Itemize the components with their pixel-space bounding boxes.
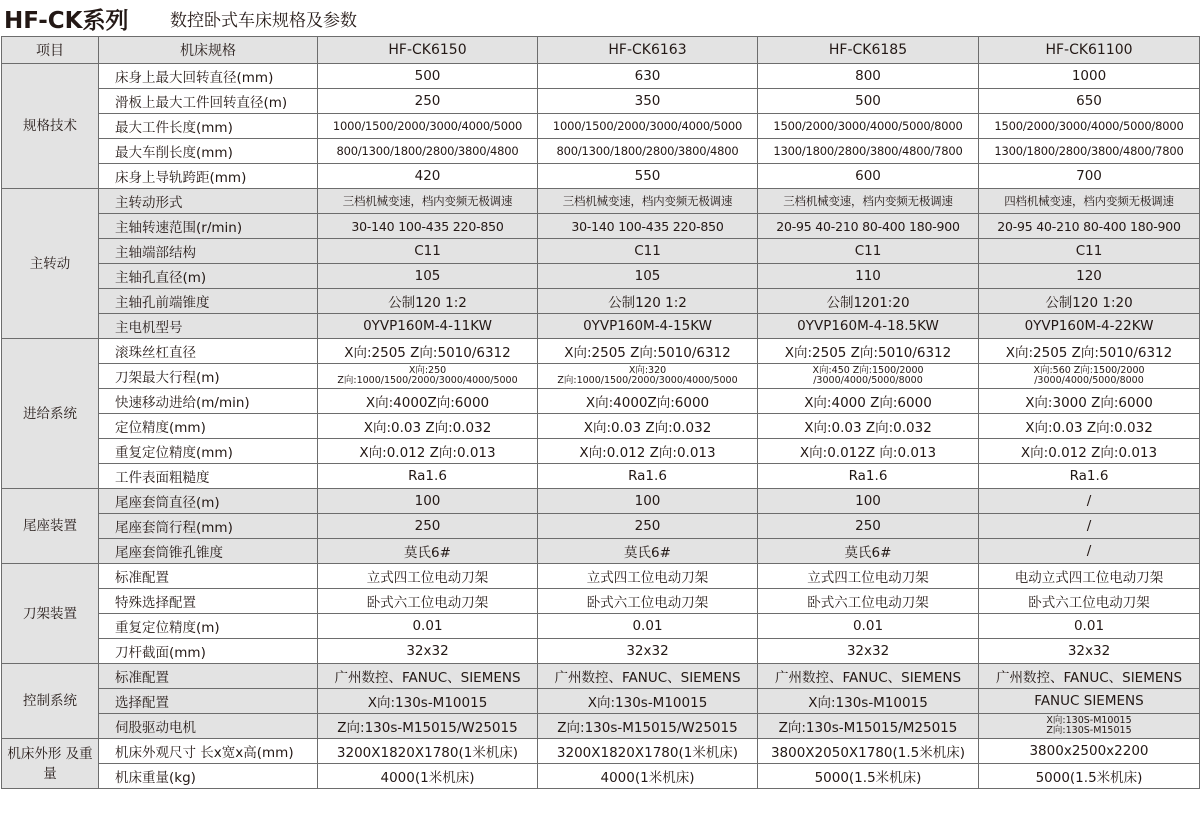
param-label: 主轴孔直径(m) — [99, 264, 318, 289]
param-label: 最大车削长度(mm) — [99, 139, 318, 164]
value-cell: X向:130s-M10015 — [318, 689, 538, 714]
param-label: 主轴孔前端锥度 — [99, 289, 318, 314]
value-cell: 4000(1米机床) — [318, 764, 538, 789]
value-cell: 0YVP160M-4-22KW — [979, 314, 1200, 339]
value-cell: 1500/2000/3000/4000/5000/8000 — [758, 114, 979, 139]
value-cell: C11 — [318, 239, 538, 264]
value-cell: 110 — [758, 264, 979, 289]
param-label: 特殊选择配置 — [99, 589, 318, 614]
value-cell: 立式四工位电动刀架 — [758, 564, 979, 589]
value-cell: / — [979, 539, 1200, 564]
param-label: 刀架最大行程(m) — [99, 364, 318, 389]
value-cell: 0.01 — [538, 614, 758, 639]
value-cell: 卧式六工位电动刀架 — [318, 589, 538, 614]
value-cell: Z向:130s-M15015/W25015 — [538, 714, 758, 739]
value-cell: X向:2505 Z向:5010/6312 — [318, 339, 538, 364]
value-cell: 三档机械变速，档内变频无极调速 — [538, 189, 758, 214]
table-row — [2, 164, 1200, 189]
value-cell: 30-140 100-435 220-850 — [318, 214, 538, 239]
param-label: 床身上导轨跨距(mm) — [99, 164, 318, 189]
value-cell: 350 — [538, 89, 758, 114]
value-cell: 420 — [318, 164, 538, 189]
table-row — [2, 339, 1200, 364]
param-label: 定位精度(mm) — [99, 414, 318, 439]
value-cell: 250 — [318, 89, 538, 114]
table-row — [2, 489, 1200, 514]
value-cell: FANUC SIEMENS — [979, 689, 1200, 714]
table-row — [2, 639, 1200, 664]
value-cell: 四档机械变速，档内变频无极调速 — [979, 189, 1200, 214]
value-cell: 卧式六工位电动刀架 — [758, 589, 979, 614]
value-cell: 莫氏6# — [538, 539, 758, 564]
table-row — [2, 439, 1200, 464]
table-row — [2, 539, 1200, 564]
table-row — [2, 139, 1200, 164]
value-cell: 3800x2500x2200 — [979, 739, 1200, 764]
value-cell: X向:130S-M10015 Z向:130S-M15015 — [979, 714, 1200, 739]
value-cell: 500 — [758, 89, 979, 114]
value-cell: Ra1.6 — [758, 464, 979, 489]
value-cell: 250 — [758, 514, 979, 539]
value-cell: 广州数控、FANUC、SIEMENS — [318, 664, 538, 689]
value-cell: 1000 — [979, 64, 1200, 89]
value-cell: 3200X1820X1780(1米机床) — [538, 739, 758, 764]
table-row — [2, 389, 1200, 414]
value-cell: 100 — [318, 489, 538, 514]
group-label-spindle: 主转动 — [2, 189, 99, 339]
table-row — [2, 689, 1200, 714]
table-row — [2, 289, 1200, 314]
value-cell: 250 — [318, 514, 538, 539]
value-cell: 100 — [758, 489, 979, 514]
param-label: 标准配置 — [99, 664, 318, 689]
table-row — [2, 89, 1200, 114]
value-cell: 公制120 1:2 — [318, 289, 538, 314]
value-cell: X向:3000 Z向:6000 — [979, 389, 1200, 414]
param-label: 选择配置 — [99, 689, 318, 714]
header-model-4: HF-CK61100 — [979, 37, 1200, 64]
value-cell: 1300/1800/2800/3800/4800/7800 — [979, 139, 1200, 164]
table-row — [2, 614, 1200, 639]
value-cell: 卧式六工位电动刀架 — [538, 589, 758, 614]
value-cell: X向:4000 Z向:6000 — [758, 389, 979, 414]
value-cell: 5000(1.5米机床) — [758, 764, 979, 789]
value-cell: 0.01 — [318, 614, 538, 639]
value-cell: X向:560 Z向:1500/2000 /3000/4000/5000/8000 — [979, 364, 1200, 389]
param-label: 机床重量(kg) — [99, 764, 318, 789]
param-label: 工件表面粗糙度 — [99, 464, 318, 489]
table-row — [2, 714, 1200, 739]
value-cell: 500 — [318, 64, 538, 89]
value-cell: X向:130s-M10015 — [538, 689, 758, 714]
value-cell: X向:0.012 Z向:0.013 — [979, 439, 1200, 464]
table-row — [2, 264, 1200, 289]
value-cell: 105 — [538, 264, 758, 289]
param-label: 重复定位精度(m) — [99, 614, 318, 639]
value-cell: 800/1300/1800/2800/3800/4800 — [318, 139, 538, 164]
value-cell: 5000(1.5米机床) — [979, 764, 1200, 789]
value-cell: 250 — [538, 514, 758, 539]
table-row — [2, 589, 1200, 614]
value-cell: 三档机械变速，档内变频无极调速 — [758, 189, 979, 214]
value-cell: 公制120 1:2 — [538, 289, 758, 314]
spec-table — [1, 36, 1200, 789]
value-cell: / — [979, 514, 1200, 539]
value-cell: 630 — [538, 64, 758, 89]
table-row — [2, 239, 1200, 264]
value-cell: 32x32 — [538, 639, 758, 664]
param-label: 重复定位精度(mm) — [99, 439, 318, 464]
table-row — [2, 664, 1200, 689]
value-cell: / — [979, 489, 1200, 514]
table-row — [2, 214, 1200, 239]
value-cell: 32x32 — [318, 639, 538, 664]
table-row — [2, 364, 1200, 389]
param-label: 快速移动进给(m/min) — [99, 389, 318, 414]
value-cell: X向:0.012Z 向:0.013 — [758, 439, 979, 464]
value-cell: 卧式六工位电动刀架 — [979, 589, 1200, 614]
value-cell: 32x32 — [979, 639, 1200, 664]
table-row — [2, 114, 1200, 139]
value-cell: 3200X1820X1780(1米机床) — [318, 739, 538, 764]
value-cell: 550 — [538, 164, 758, 189]
value-cell: X向:320 Z向:1000/1500/2000/3000/4000/5000 — [538, 364, 758, 389]
value-cell: Z向:130s-M15015/M25015 — [758, 714, 979, 739]
table-row — [2, 464, 1200, 489]
value-cell: 20-95 40-210 80-400 180-900 — [979, 214, 1200, 239]
value-cell: X向:4000Z向:6000 — [318, 389, 538, 414]
value-cell: X向:130s-M10015 — [758, 689, 979, 714]
value-cell: C11 — [538, 239, 758, 264]
header-model-1: HF-CK6150 — [318, 37, 538, 64]
value-cell: 600 — [758, 164, 979, 189]
group-label-spec: 规格技术 — [2, 64, 99, 189]
value-cell: 105 — [318, 264, 538, 289]
group-label-feed: 进给系统 — [2, 339, 99, 489]
value-cell: 3800X2050X1780(1.5米机床) — [758, 739, 979, 764]
value-cell: 莫氏6# — [318, 539, 538, 564]
value-cell: X向:0.03 Z向:0.032 — [979, 414, 1200, 439]
value-cell: 1300/1800/2800/3800/4800/7800 — [758, 139, 979, 164]
value-cell: X向:2505 Z向:5010/6312 — [538, 339, 758, 364]
value-cell: 1000/1500/2000/3000/4000/5000 — [318, 114, 538, 139]
value-cell: X向:0.012 Z向:0.013 — [318, 439, 538, 464]
value-cell: 20-95 40-210 80-400 180-900 — [758, 214, 979, 239]
value-cell: 立式四工位电动刀架 — [318, 564, 538, 589]
value-cell: Ra1.6 — [979, 464, 1200, 489]
param-label: 伺股驱动电机 — [99, 714, 318, 739]
param-label: 床身上最大回转直径(mm) — [99, 64, 318, 89]
param-label: 滚珠丝杠直径 — [99, 339, 318, 364]
page-subtitle: 数控卧式车床规格及参数 — [170, 11, 357, 31]
value-cell: 公制1201:20 — [758, 289, 979, 314]
value-cell: 32x32 — [758, 639, 979, 664]
value-cell: 700 — [979, 164, 1200, 189]
page-title: HF-CK系列 — [4, 8, 129, 34]
param-label: 尾座套筒行程(mm) — [99, 514, 318, 539]
param-label: 最大工件长度(mm) — [99, 114, 318, 139]
value-cell: X向:250 Z向:1000/1500/2000/3000/4000/5000 — [318, 364, 538, 389]
value-cell: 广州数控、FANUC、SIEMENS — [979, 664, 1200, 689]
value-cell: X向:0.03 Z向:0.032 — [318, 414, 538, 439]
title-bar — [0, 0, 1200, 36]
param-label: 尾座套筒直径(m) — [99, 489, 318, 514]
value-cell: 1000/1500/2000/3000/4000/5000 — [538, 114, 758, 139]
param-label: 标准配置 — [99, 564, 318, 589]
group-label-control: 控制系统 — [2, 664, 99, 739]
param-label: 主电机型号 — [99, 314, 318, 339]
value-cell: 0.01 — [758, 614, 979, 639]
table-row — [2, 764, 1200, 789]
value-cell: 800 — [758, 64, 979, 89]
param-label: 主轴端部结构 — [99, 239, 318, 264]
param-label: 刀杆截面(mm) — [99, 639, 318, 664]
value-cell: 广州数控、FANUC、SIEMENS — [758, 664, 979, 689]
value-cell: X向:2505 Z向:5010/6312 — [979, 339, 1200, 364]
table-row — [2, 314, 1200, 339]
table-row — [2, 414, 1200, 439]
value-cell: X向:0.03 Z向:0.032 — [758, 414, 979, 439]
param-label: 尾座套筒锥孔锥度 — [99, 539, 318, 564]
value-cell: C11 — [758, 239, 979, 264]
header-item: 项目 — [2, 37, 99, 64]
param-label: 滑板上最大工件回转直径(m) — [99, 89, 318, 114]
param-label: 主轴转速范围(r/min) — [99, 214, 318, 239]
table-row — [2, 564, 1200, 589]
value-cell: 公制120 1:20 — [979, 289, 1200, 314]
value-cell: 0YVP160M-4-11KW — [318, 314, 538, 339]
table-row — [2, 64, 1200, 89]
value-cell: 30-140 100-435 220-850 — [538, 214, 758, 239]
value-cell: 0YVP160M-4-18.5KW — [758, 314, 979, 339]
value-cell: Ra1.6 — [318, 464, 538, 489]
group-label-tailstock: 尾座装置 — [2, 489, 99, 564]
value-cell: 广州数控、FANUC、SIEMENS — [538, 664, 758, 689]
value-cell: X向:4000Z向:6000 — [538, 389, 758, 414]
header-model-2: HF-CK6163 — [538, 37, 758, 64]
group-label-turret: 刀架装置 — [2, 564, 99, 664]
value-cell: Ra1.6 — [538, 464, 758, 489]
table-row — [2, 514, 1200, 539]
table-row — [2, 189, 1200, 214]
value-cell: 立式四工位电动刀架 — [538, 564, 758, 589]
param-label: 机床外观尺寸 长x宽x高(mm) — [99, 739, 318, 764]
value-cell: C11 — [979, 239, 1200, 264]
table-header-row — [2, 37, 1200, 64]
header-spec: 机床规格 — [99, 37, 318, 64]
value-cell: X向:450 Z向:1500/2000 /3000/4000/5000/8000 — [758, 364, 979, 389]
value-cell: X向:0.03 Z向:0.032 — [538, 414, 758, 439]
value-cell: 800/1300/1800/2800/3800/4800 — [538, 139, 758, 164]
value-cell: 650 — [979, 89, 1200, 114]
value-cell: 120 — [979, 264, 1200, 289]
value-cell: 莫氏6# — [758, 539, 979, 564]
value-cell: 0YVP160M-4-15KW — [538, 314, 758, 339]
value-cell: 1500/2000/3000/4000/5000/8000 — [979, 114, 1200, 139]
value-cell: X向:0.012 Z向:0.013 — [538, 439, 758, 464]
value-cell: 100 — [538, 489, 758, 514]
group-label-size-weight: 机床外形 及重量 — [2, 739, 99, 789]
value-cell: 三档机械变速，档内变频无极调速 — [318, 189, 538, 214]
spec-table-body — [2, 37, 1200, 789]
table-row — [2, 739, 1200, 764]
value-cell: 4000(1米机床) — [538, 764, 758, 789]
value-cell: Z向:130s-M15015/W25015 — [318, 714, 538, 739]
value-cell: 电动立式四工位电动刀架 — [979, 564, 1200, 589]
header-model-3: HF-CK6185 — [758, 37, 979, 64]
param-label: 主转动形式 — [99, 189, 318, 214]
value-cell: 0.01 — [979, 614, 1200, 639]
value-cell: X向:2505 Z向:5010/6312 — [758, 339, 979, 364]
